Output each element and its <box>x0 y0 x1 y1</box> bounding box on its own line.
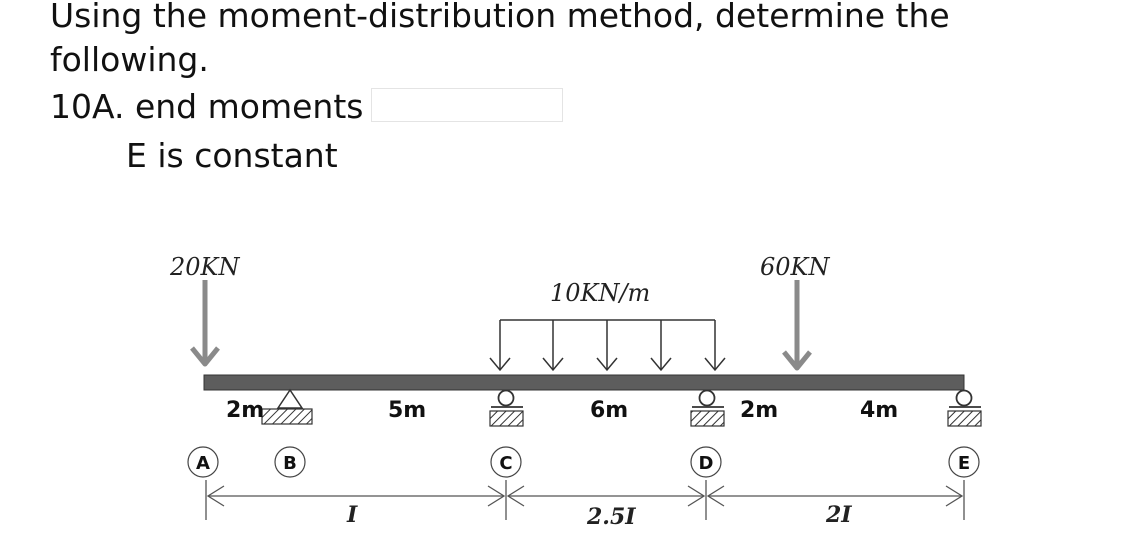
span-load-e-label: 4m <box>860 398 899 423</box>
support-d-roller <box>691 391 724 427</box>
span-b-c-label: 5m <box>388 398 427 423</box>
point-load-d-label: 60KN <box>760 253 830 281</box>
distributed-load <box>490 320 725 370</box>
inertia-d-e-label: 2I <box>826 502 852 528</box>
question-line-2: following. <box>50 40 209 79</box>
svg-text:D: D <box>698 453 714 474</box>
inertia-a-c-label: I <box>347 502 358 528</box>
support-label-d <box>691 447 721 477</box>
support-label-a <box>188 447 218 477</box>
svg-text:E: E <box>957 453 971 474</box>
support-b-pin <box>262 390 312 424</box>
support-label-c <box>491 447 521 477</box>
support-e-roller <box>948 391 981 427</box>
span-c-d-label: 6m <box>590 398 629 423</box>
part-label: 10A. end moments <box>50 87 364 126</box>
question-line-1: Using the moment-distribution method, determine the <box>50 0 950 35</box>
question-line-4: E is constant <box>126 136 338 175</box>
span-a-b-label: 2m <box>226 398 265 423</box>
beam <box>204 375 964 390</box>
svg-text:B: B <box>283 453 297 474</box>
span-d-load-label: 2m <box>740 398 779 423</box>
svg-text:A: A <box>196 453 210 474</box>
support-label-e <box>949 447 979 477</box>
support-c-roller <box>490 391 523 427</box>
support-label-b <box>275 447 305 477</box>
inertia-c-d-label: 2.5I <box>587 504 636 530</box>
point-load-a-label: 20KN <box>170 253 240 281</box>
svg-text:C: C <box>499 453 513 474</box>
point-load-d-arrow <box>784 280 810 368</box>
point-load-a-arrow <box>192 280 218 364</box>
distributed-load-label: 10KN/m <box>550 279 651 307</box>
